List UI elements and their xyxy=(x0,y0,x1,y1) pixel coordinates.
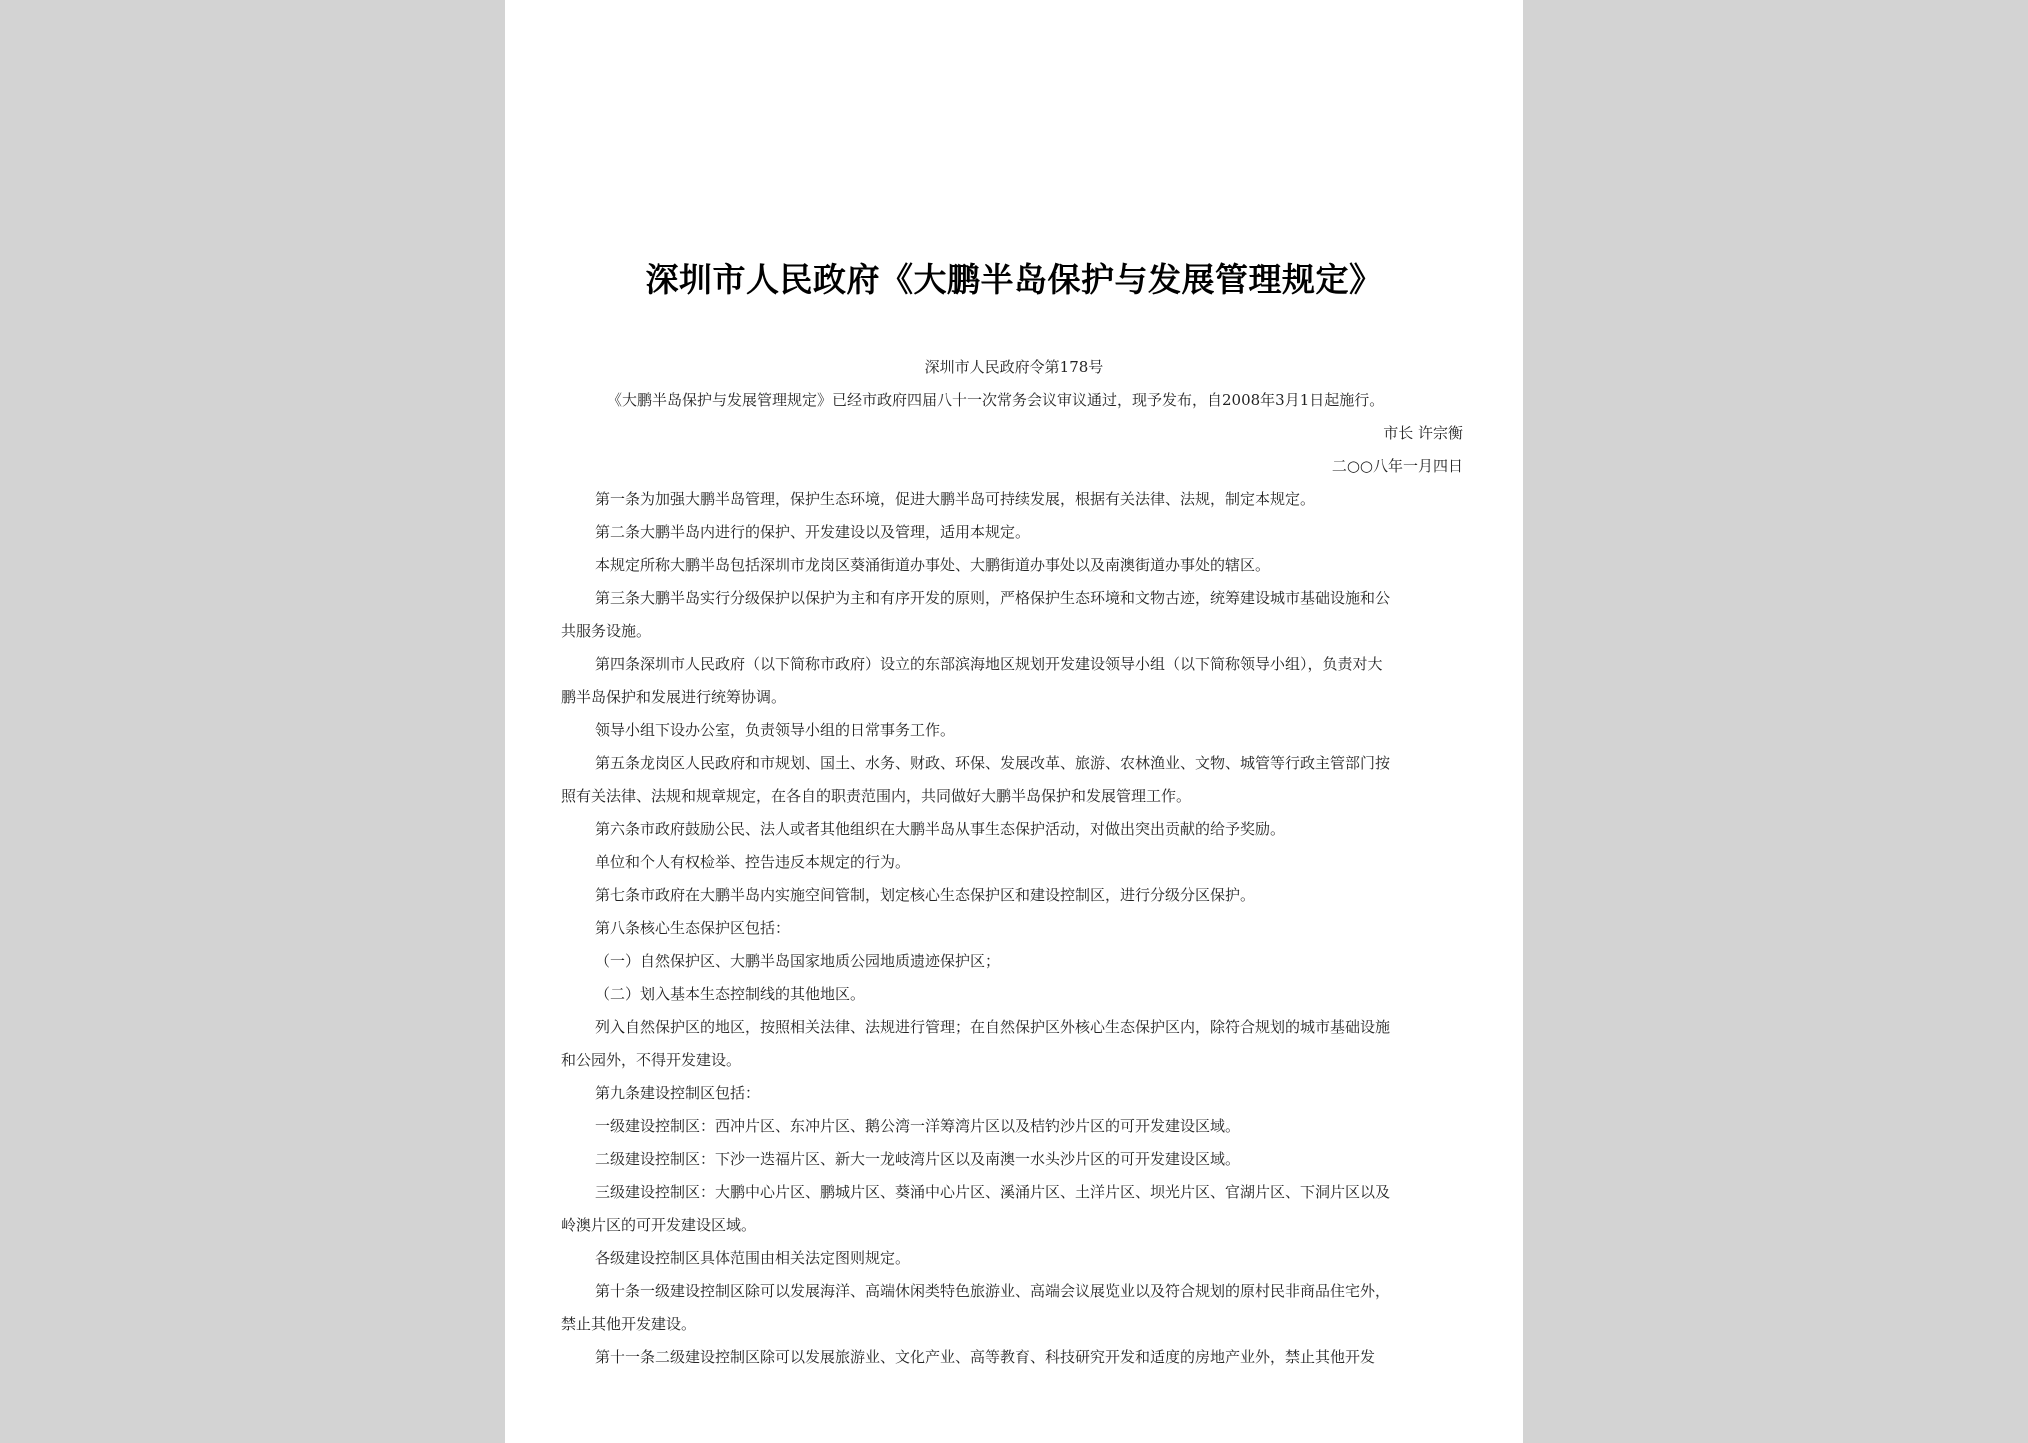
body-line: 禁止其他开发建设。 xyxy=(561,1315,697,1333)
body-line: 二级建设控制区：下沙一迭福片区、新大一龙岐湾片区以及南澳一水头沙片区的可开发建设区域。 xyxy=(595,1150,1241,1168)
order-number: 深圳市人民政府令第178号 xyxy=(924,358,1104,376)
body-line: 本规定所称大鹏半岛包括深圳市龙岗区葵涌街道办事处、大鹏街道办事处以及南澳街道办事处的辖区。 xyxy=(595,556,1271,574)
body-line: 第五条龙岗区人民政府和市规划、国土、水务、财政、环保、发展改革、旅游、农林渔业、文物、城管等行政主管部门按 xyxy=(595,754,1391,772)
signatory: 市长 许宗衡 xyxy=(1383,424,1463,442)
body-line: （二）划入基本生态控制线的其他地区。 xyxy=(595,985,866,1003)
intro-paragraph: 《大鹏半岛保护与发展管理规定》已经市政府四届八十一次常务会议审议通过，现予发布，自2008年3月1日起施行。 xyxy=(607,391,1385,409)
body-line: 第十条一级建设控制区除可以发展海洋、高端休闲类特色旅游业、高端会议展览业以及符合规划的原村民非商品住宅外， xyxy=(595,1282,1391,1300)
body-line: 列入自然保护区的地区，按照相关法律、法规进行管理；在自然保护区外核心生态保护区内，除符合规划的城市基础设施 xyxy=(595,1018,1391,1036)
body-line: 照有关法律、法规和规章规定，在各自的职责范围内，共同做好大鹏半岛保护和发展管理工作。 xyxy=(561,787,1192,805)
body-line: 第七条市政府在大鹏半岛内实施空间管制，划定核心生态保护区和建设控制区，进行分级分区保护。 xyxy=(595,886,1256,904)
document-page xyxy=(505,0,1523,1443)
body-line: 第九条建设控制区包括： xyxy=(595,1084,761,1102)
body-line: （一）自然保护区、大鹏半岛国家地质公园地质遗迹保护区； xyxy=(595,952,1001,970)
body-line: 三级建设控制区：大鹏中心片区、鹏城片区、葵涌中心片区、溪涌片区、土洋片区、坝光片区、官湖片区、下洞片区以及 xyxy=(595,1183,1391,1201)
body-line: 第八条核心生态保护区包括： xyxy=(595,919,791,937)
body-line: 一级建设控制区：西冲片区、东冲片区、鹅公湾一洋筹湾片区以及桔钓沙片区的可开发建设区域。 xyxy=(595,1117,1241,1135)
body-line: 第三条大鹏半岛实行分级保护以保护为主和有序开发的原则，严格保护生态环境和文物古迹，统筹建设城市基础设施和公 xyxy=(595,589,1391,607)
document-title: 深圳市人民政府《大鹏半岛保护与发展管理规定》 xyxy=(645,260,1383,299)
body-line: 岭澳片区的可开发建设区域。 xyxy=(561,1216,757,1234)
body-line: 鹏半岛保护和发展进行统筹协调。 xyxy=(561,688,787,706)
body-line: 第二条大鹏半岛内进行的保护、开发建设以及管理，适用本规定。 xyxy=(595,523,1031,541)
body-line: 和公园外，不得开发建设。 xyxy=(561,1051,742,1069)
body-line: 共服务设施。 xyxy=(561,622,652,640)
body-line: 领导小组下设办公室，负责领导小组的日常事务工作。 xyxy=(595,721,956,739)
body-line: 第十一条二级建设控制区除可以发展旅游业、文化产业、高等教育、科技研究开发和适度的房地产业外，禁止其他开发 xyxy=(595,1348,1376,1366)
body-line: 第四条深圳市人民政府（以下简称市政府）设立的东部滨海地区规划开发建设领导小组（以下简称领导小组），负责对大 xyxy=(595,655,1383,673)
body-line: 第六条市政府鼓励公民、法人或者其他组织在大鹏半岛从事生态保护活动，对做出突出贡献的给予奖励。 xyxy=(595,820,1286,838)
body-line: 单位和个人有权检举、控告违反本规定的行为。 xyxy=(595,853,911,871)
body-line: 各级建设控制区具体范围由相关法定图则规定。 xyxy=(595,1249,911,1267)
body-line: 第一条为加强大鹏半岛管理，保护生态环境，促进大鹏半岛可持续发展，根据有关法律、法规，制定本规定。 xyxy=(595,490,1316,508)
issue-date: 二○○八年一月四日 xyxy=(1331,457,1463,475)
